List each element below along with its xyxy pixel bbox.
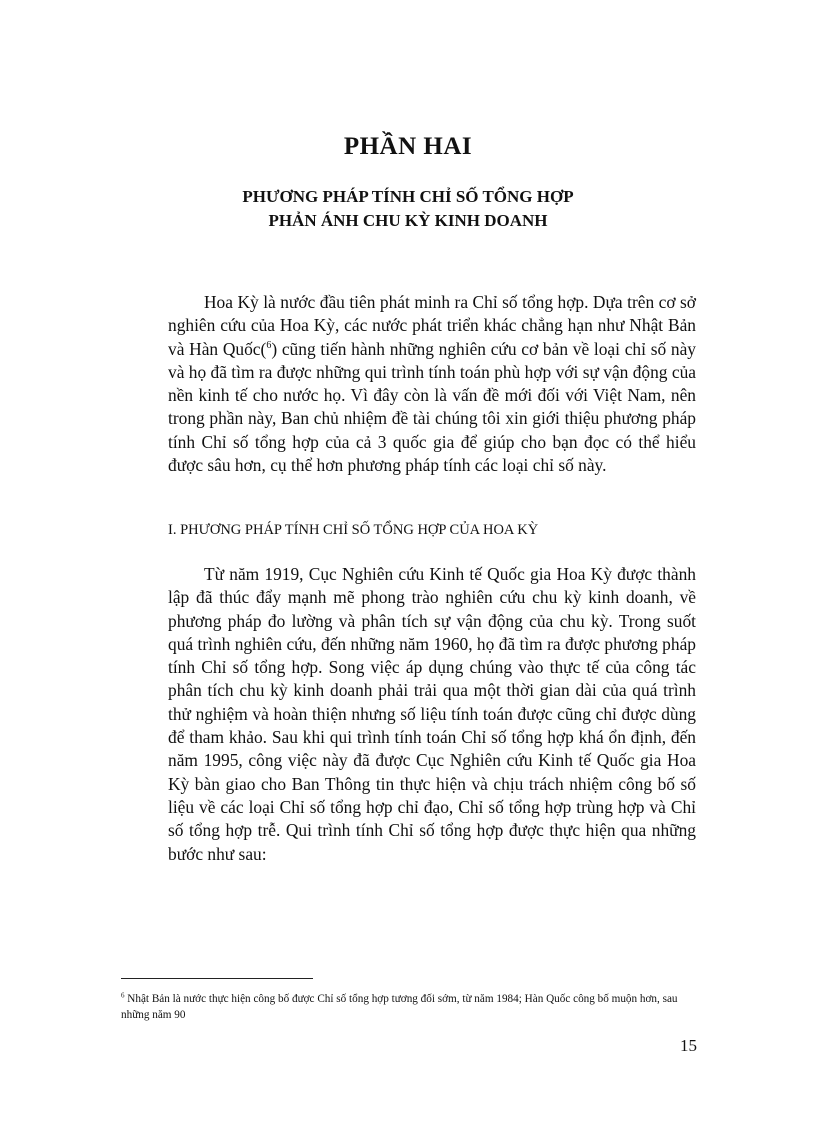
section-paragraph: Từ năm 1919, Cục Nghiên cứu Kinh tế Quốc gia Hoa Kỳ được thành lập đã thúc đẩy mạnh mẽ phong trào nghiên cứu chu kỳ kinh doanh, về phương pháp đo lường và phân tích sự vận động của chu kỳ. Trong suốt quá trình nghiên cứu, đến những năm 1960, họ đã tìm ra được phương pháp tính Chỉ số tổng hợp. Song việc áp dụng chúng vào thực tế của công tác phân tích chu kỳ kinh doanh phải trải qua một thời gian dài của quá trình thử nghiệm và hoàn thiện nhưng số liệu tính toán được cũng chỉ được dùng để tham khảo. Sau khi qui trình tính toán Chỉ số tổng hợp khá ổn định, đến năm 1995, công việc này đã được Cục Nghiên cứu Kinh tế Quốc gia Hoa Kỳ bàn giao cho Ban Thông tin thực hiện và chịu trách nhiệm công bố số liệu về các loại Chỉ số tổng hợp chỉ đạo, Chỉ số tổng hợp trùng hợp và Chỉ số tổng hợp trễ. Qui trình tính Chỉ số tổng hợp được thực hiện qua những bước như sau: — [168, 564, 696, 864]
section-heading: I. PHƯƠNG PHÁP TÍNH CHỈ SỐ TỔNG HỢP CỦA HOA KỲ — [168, 522, 539, 538]
intro-text-start: Hoa Kỳ là nước đầu tiên phát minh ra Chỉ số tổng hợp. Dựa trên cơ sở nghiên cứu của Hoa Kỳ, các nước phát triển khác chẳng hạn như Nhật Bản và Hàn Quốc( — [168, 292, 696, 359]
intro-paragraph — [168, 291, 696, 477]
intro-text-end: ) cũng tiến hành những nghiên cứu cơ bản về loại chỉ số này và họ đã tìm ra được những qui trình tính toán phù hợp với sự vận động của nền kinh tế cho nước họ. Vì đây còn là vấn đề mới đối với Việt Nam, nên trong phần này, Ban chủ nhiệm đề tài chúng tôi xin giới thiệu phương pháp tính Chỉ số tổng hợp của cả 3 quốc gia để giúp cho bạn đọc có thể hiểu được sâu hơn, cụ thể hơn phương pháp tính các loại chỉ số này. — [168, 338, 696, 476]
chapter-subtitle — [0, 185, 816, 233]
footnote-divider — [121, 978, 313, 979]
footnote-reference: 6 — [266, 339, 272, 351]
subtitle-line-1: PHƯƠNG PHÁP TÍNH CHỈ SỐ TỔNG HỢP — [242, 187, 574, 206]
footnote — [121, 991, 701, 1023]
subtitle-line-2: PHẢN ÁNH CHU KỲ KINH DOANH — [268, 211, 548, 230]
part-title: PHẦN HAI — [343, 133, 473, 160]
footnote-text: Nhật Bản là nước thực hiện công bố được Chỉ số tổng hợp tương đối sớm, từ năm 1984; Hàn Quốc công bố muộn hơn, sau những năm 90 — [121, 993, 678, 1021]
footnote-marker: 6 — [121, 991, 125, 1000]
page-number: 15 — [680, 1036, 697, 1055]
